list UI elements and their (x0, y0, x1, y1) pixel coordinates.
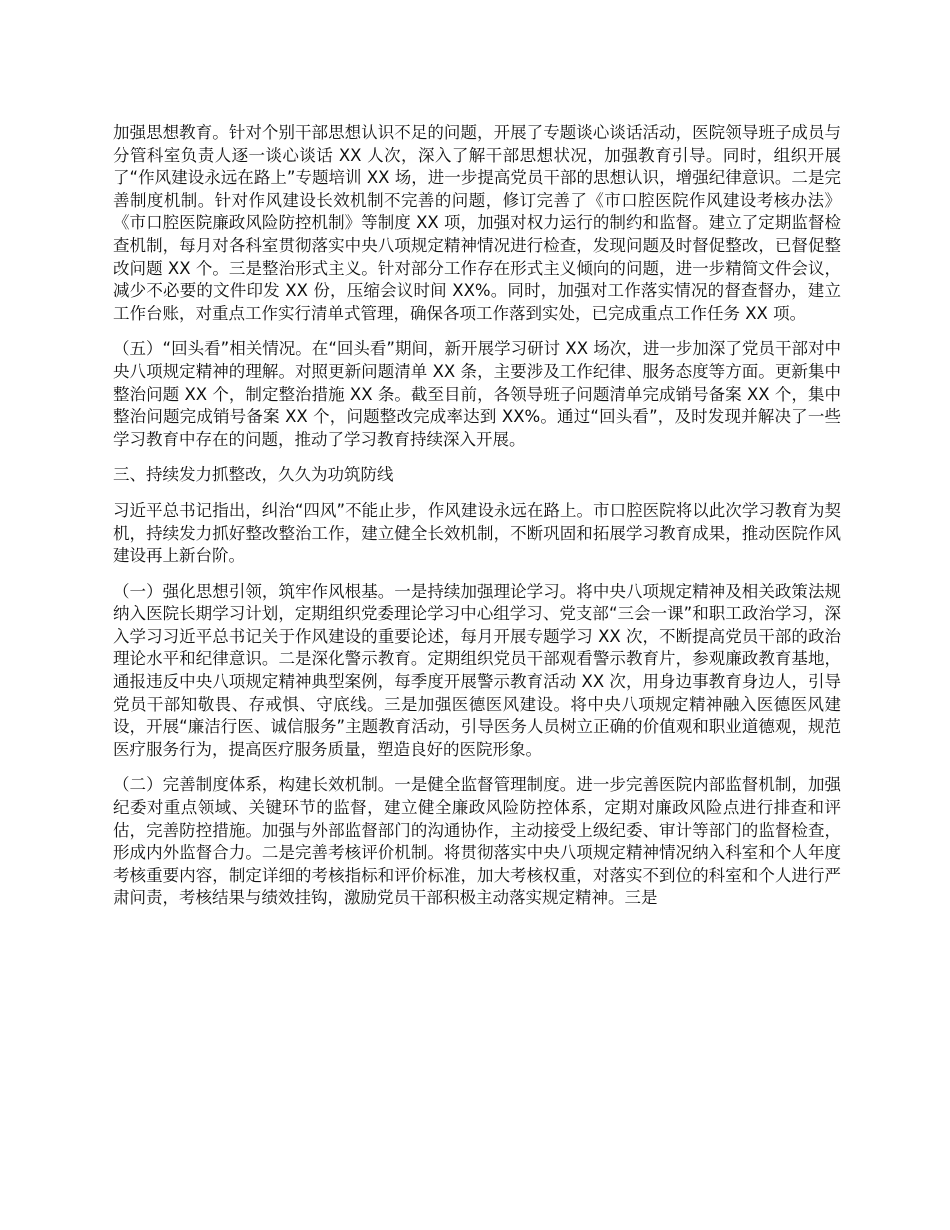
paragraph-ideological-education: 加强思想教育。针对个别干部思想认识不足的问题，开展了专题谈心谈话活动，医院领导班子成员与分管科室负责人逐一谈心谈话 XX 人次，深入了解干部思想状况，加强教育引导。同时，组织开展了“作风建设永远在路上”专题培训 XX 场，进一步提高党员干部的思想认识，增强纪律意识。二是完善制度机制。针对作风建设长效机制不完善的问题，修订完善了《市口腔医院作风建设考核办法》《市口腔医院廉政风险防控机制》等制度 XX 项，加强对权力运行的制约和监督。建立了定期监督检查机制，每月对各科室贯彻落实中央八项规定精神情况进行检查，发现问题及时督促整改，已督促整改问题 XX 个。三是整治形式主义。针对部分工作存在形式主义倾向的问题，进一步精简文件会议，减少不必要的文件印发 XX 份，压缩会议时间 XX%。同时，加强对工作落实情况的督查督办，建立工作台账，对重点工作实行清单式管理，确保各项工作落到实处，已完成重点工作任务 XX 项。 (113, 123, 841, 323)
section-heading-3: 三、持续发力抓整改，久久为功筑防线 (113, 465, 394, 485)
document-page (113, 122, 841, 923)
paragraph-review-status: （五）“回头看”相关情况。在“回头看”期间，新开展学习研讨 XX 场次，进一步加深了党员干部对中央八项规定精神的理解。对照更新问题清单 XX 条，主要涉及工作纪律、服务态度等方面。更新集中整治问题 XX 个，制定整治措施 XX 条。截至目前，各领导班子问题清单完成销号备案 XX 个，集中整治问题完成销号备案 XX 个，问题整改完成率达到 XX%。通过“回头看”，及时发现并解决了一些学习教育中存在的问题，推动了学习教育持续深入开展。 (113, 339, 841, 449)
paragraph-section-intro: 习近平总书记指出，纠治“四风”不能止步，作风建设永远在路上。市口腔医院将以此次学习教育为契机，持续发力抓好整改整治工作，建立健全长效机制，不断巩固和拓展学习教育成果，推动医院作风建设再上新台阶。 (113, 500, 841, 566)
paragraph-improve-system: （二）完善制度体系，构建长效机制。一是健全监督管理制度。进一步完善医院内部监督机制，加强纪委对重点领域、关键环节的监督，建立健全廉政风险防控体系，定期对廉政风险点进行排查和评估，完善防控措施。加强与外部监督部门的沟通协作，主动接受上级纪委、审计等部门的监督检查，形成内外监督合力。二是完善考核评价机制。将贯彻落实中央八项规定精神情况纳入科室和个人年度考核重要内容，制定详细的考核指标和评价标准，加大考核权重，对落实不到位的科室和个人进行严肃问责，考核结果与绩效挂钩，激励党员干部积极主动落实规定精神。三是 (113, 775, 841, 908)
paragraph-strengthen-ideology: （一）强化思想引领，筑牢作风根基。一是持续加强理论学习。将中央八项规定精神及相关政策法规纳入医院长期学习计划，定期组织党委理论学习中心组学习、党支部“三会一课”和职工政治学习，深入学习习近平总书记关于作风建设的重要论述，每月开展专题学习 XX 次，不断提高党员干部的政治理论水平和纪律意识。二是深化警示教育。定期组织党员干部观看警示教育片，参观廉政教育基地，通报违反中央八项规定精神典型案例，每季度开展警示教育活动 XX 次，用身边事教育身边人，引导党员干部知敬畏、存戒惧、守底线。三是加强医德医风建设。将中央八项规定精神融入医德医风建设，开展“廉洁行医、诚信服务”主题教育活动，引导医务人员树立正确的价值观和职业道德观，规范医疗服务行为，提高医疗服务质量，塑造良好的医院形象。 (113, 581, 841, 759)
